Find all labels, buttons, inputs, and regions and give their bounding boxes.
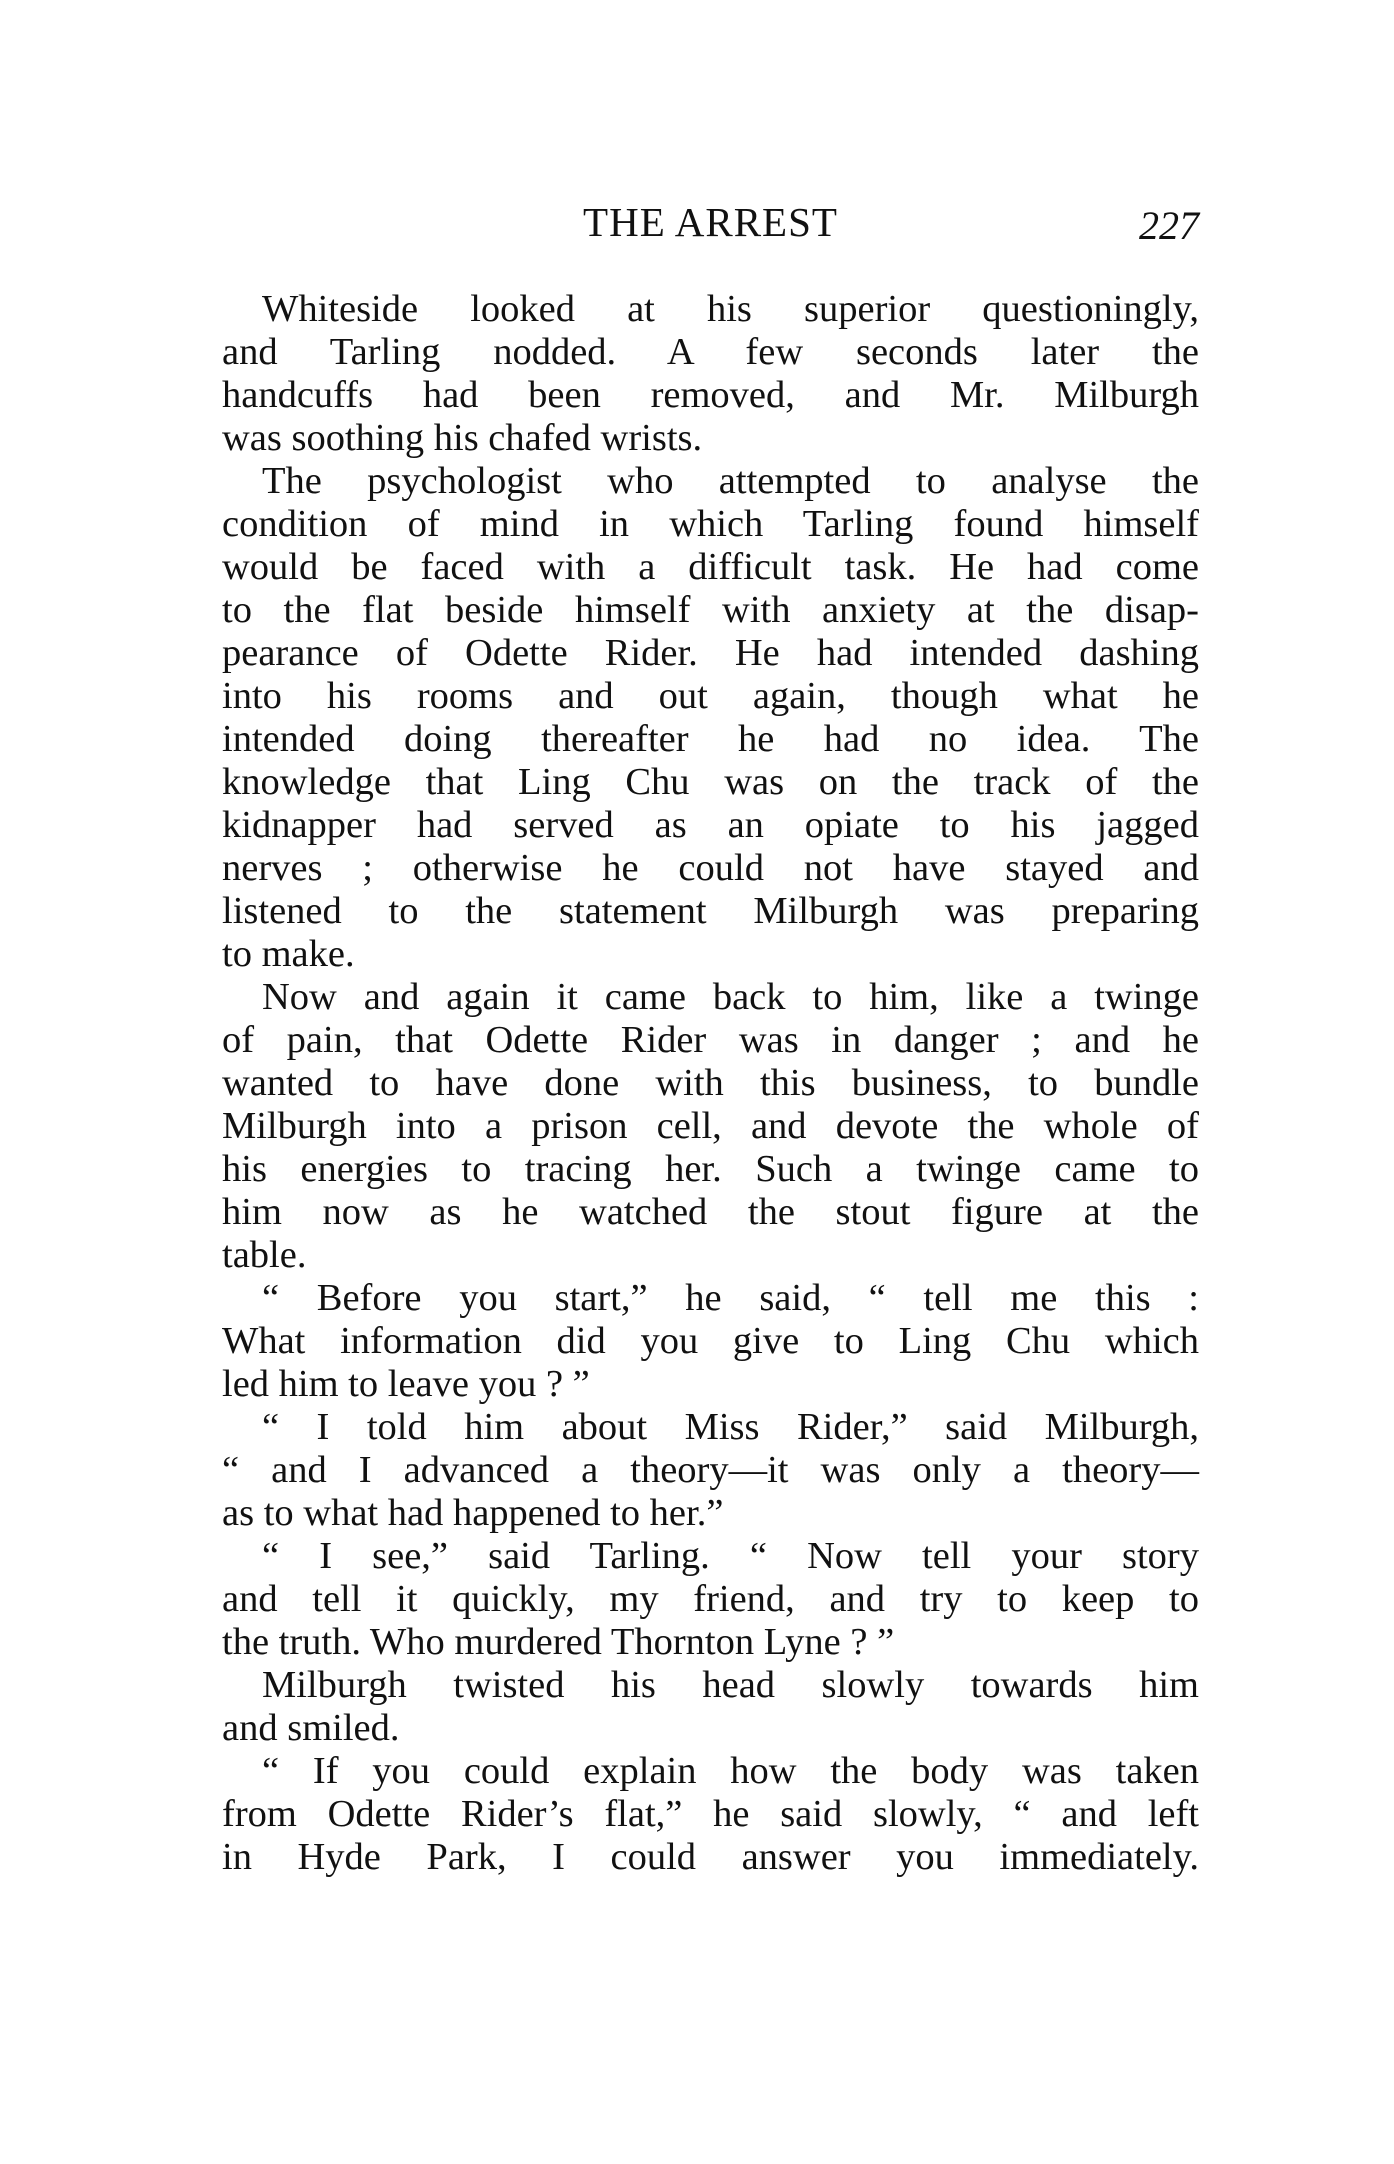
text-line: “ Before you start,” he said, “ tell me this : [262,1277,1199,1319]
text-line: into his rooms and out again, though what he [222,675,1199,717]
text-line: as to what had happened to her.” [222,1492,724,1534]
body-text [222,288,1199,1879]
text-line: wanted to have done with this business, to bundle [222,1062,1199,1104]
text-line: listened to the statement Milburgh was preparing [222,890,1199,932]
text-line: his energies to tracing her. Such a twinge came to [222,1148,1199,1190]
text-line: of pain, that Odette Rider was in danger ; and he [222,1019,1199,1061]
text-line: to the flat beside himself with anxiety at the disap- [222,589,1199,631]
text-line: nerves ; otherwise he could not have stayed and [222,847,1199,889]
running-head [222,198,1199,254]
text-line: “ If you could explain how the body was taken [262,1750,1199,1792]
text-line: pearance of Odette Rider. He had intended dashing [222,632,1199,674]
text-line: intended doing thereafter he had no idea. The [222,718,1199,760]
text-line: Milburgh twisted his head slowly towards him [262,1664,1199,1706]
page-number: 227 [1139,203,1199,248]
text-line: “ and I advanced a theory—it was only a theory— [222,1449,1199,1491]
running-title: THE ARREST [583,199,838,245]
text-line: “ I told him about Miss Rider,” said Milburgh, [262,1406,1199,1448]
text-line: was soothing his chafed wrists. [222,417,703,459]
text-line: and Tarling nodded. A few seconds later the [222,331,1199,373]
text-line: What information did you give to Ling Chu which [222,1320,1199,1362]
text-line: Milburgh into a prison cell, and devote the whole of [222,1105,1199,1147]
text-line: to make. [222,933,355,975]
text-line: “ I see,” said Tarling. “ Now tell your story [262,1535,1199,1577]
text-line: condition of mind in which Tarling found himself [222,503,1199,545]
text-line: from Odette Rider’s flat,” he said slowly, “ and left [222,1793,1199,1835]
text-line: in Hyde Park, I could answer you immediately. [222,1836,1199,1878]
text-line: Whiteside looked at his superior questioningly, [262,288,1199,330]
text-line: Now and again it came back to him, like a twinge [262,976,1199,1018]
text-line: the truth. Who murdered Thornton Lyne ? ” [222,1621,895,1663]
text-line: knowledge that Ling Chu was on the track of the [222,761,1199,803]
text-line: and tell it quickly, my friend, and try to keep to [222,1578,1199,1620]
text-line: led him to leave you ? ” [222,1363,590,1405]
text-line: him now as he watched the stout figure at the [222,1191,1199,1233]
text-line: kidnapper had served as an opiate to his jagged [222,804,1199,846]
text-line: handcuffs had been removed, and Mr. Milburgh [222,374,1199,416]
text-line: The psychologist who attempted to analyse the [262,460,1199,502]
text-line: would be faced with a difficult task. He had come [222,546,1199,588]
text-line: table. [222,1234,307,1276]
text-line: and smiled. [222,1707,400,1749]
